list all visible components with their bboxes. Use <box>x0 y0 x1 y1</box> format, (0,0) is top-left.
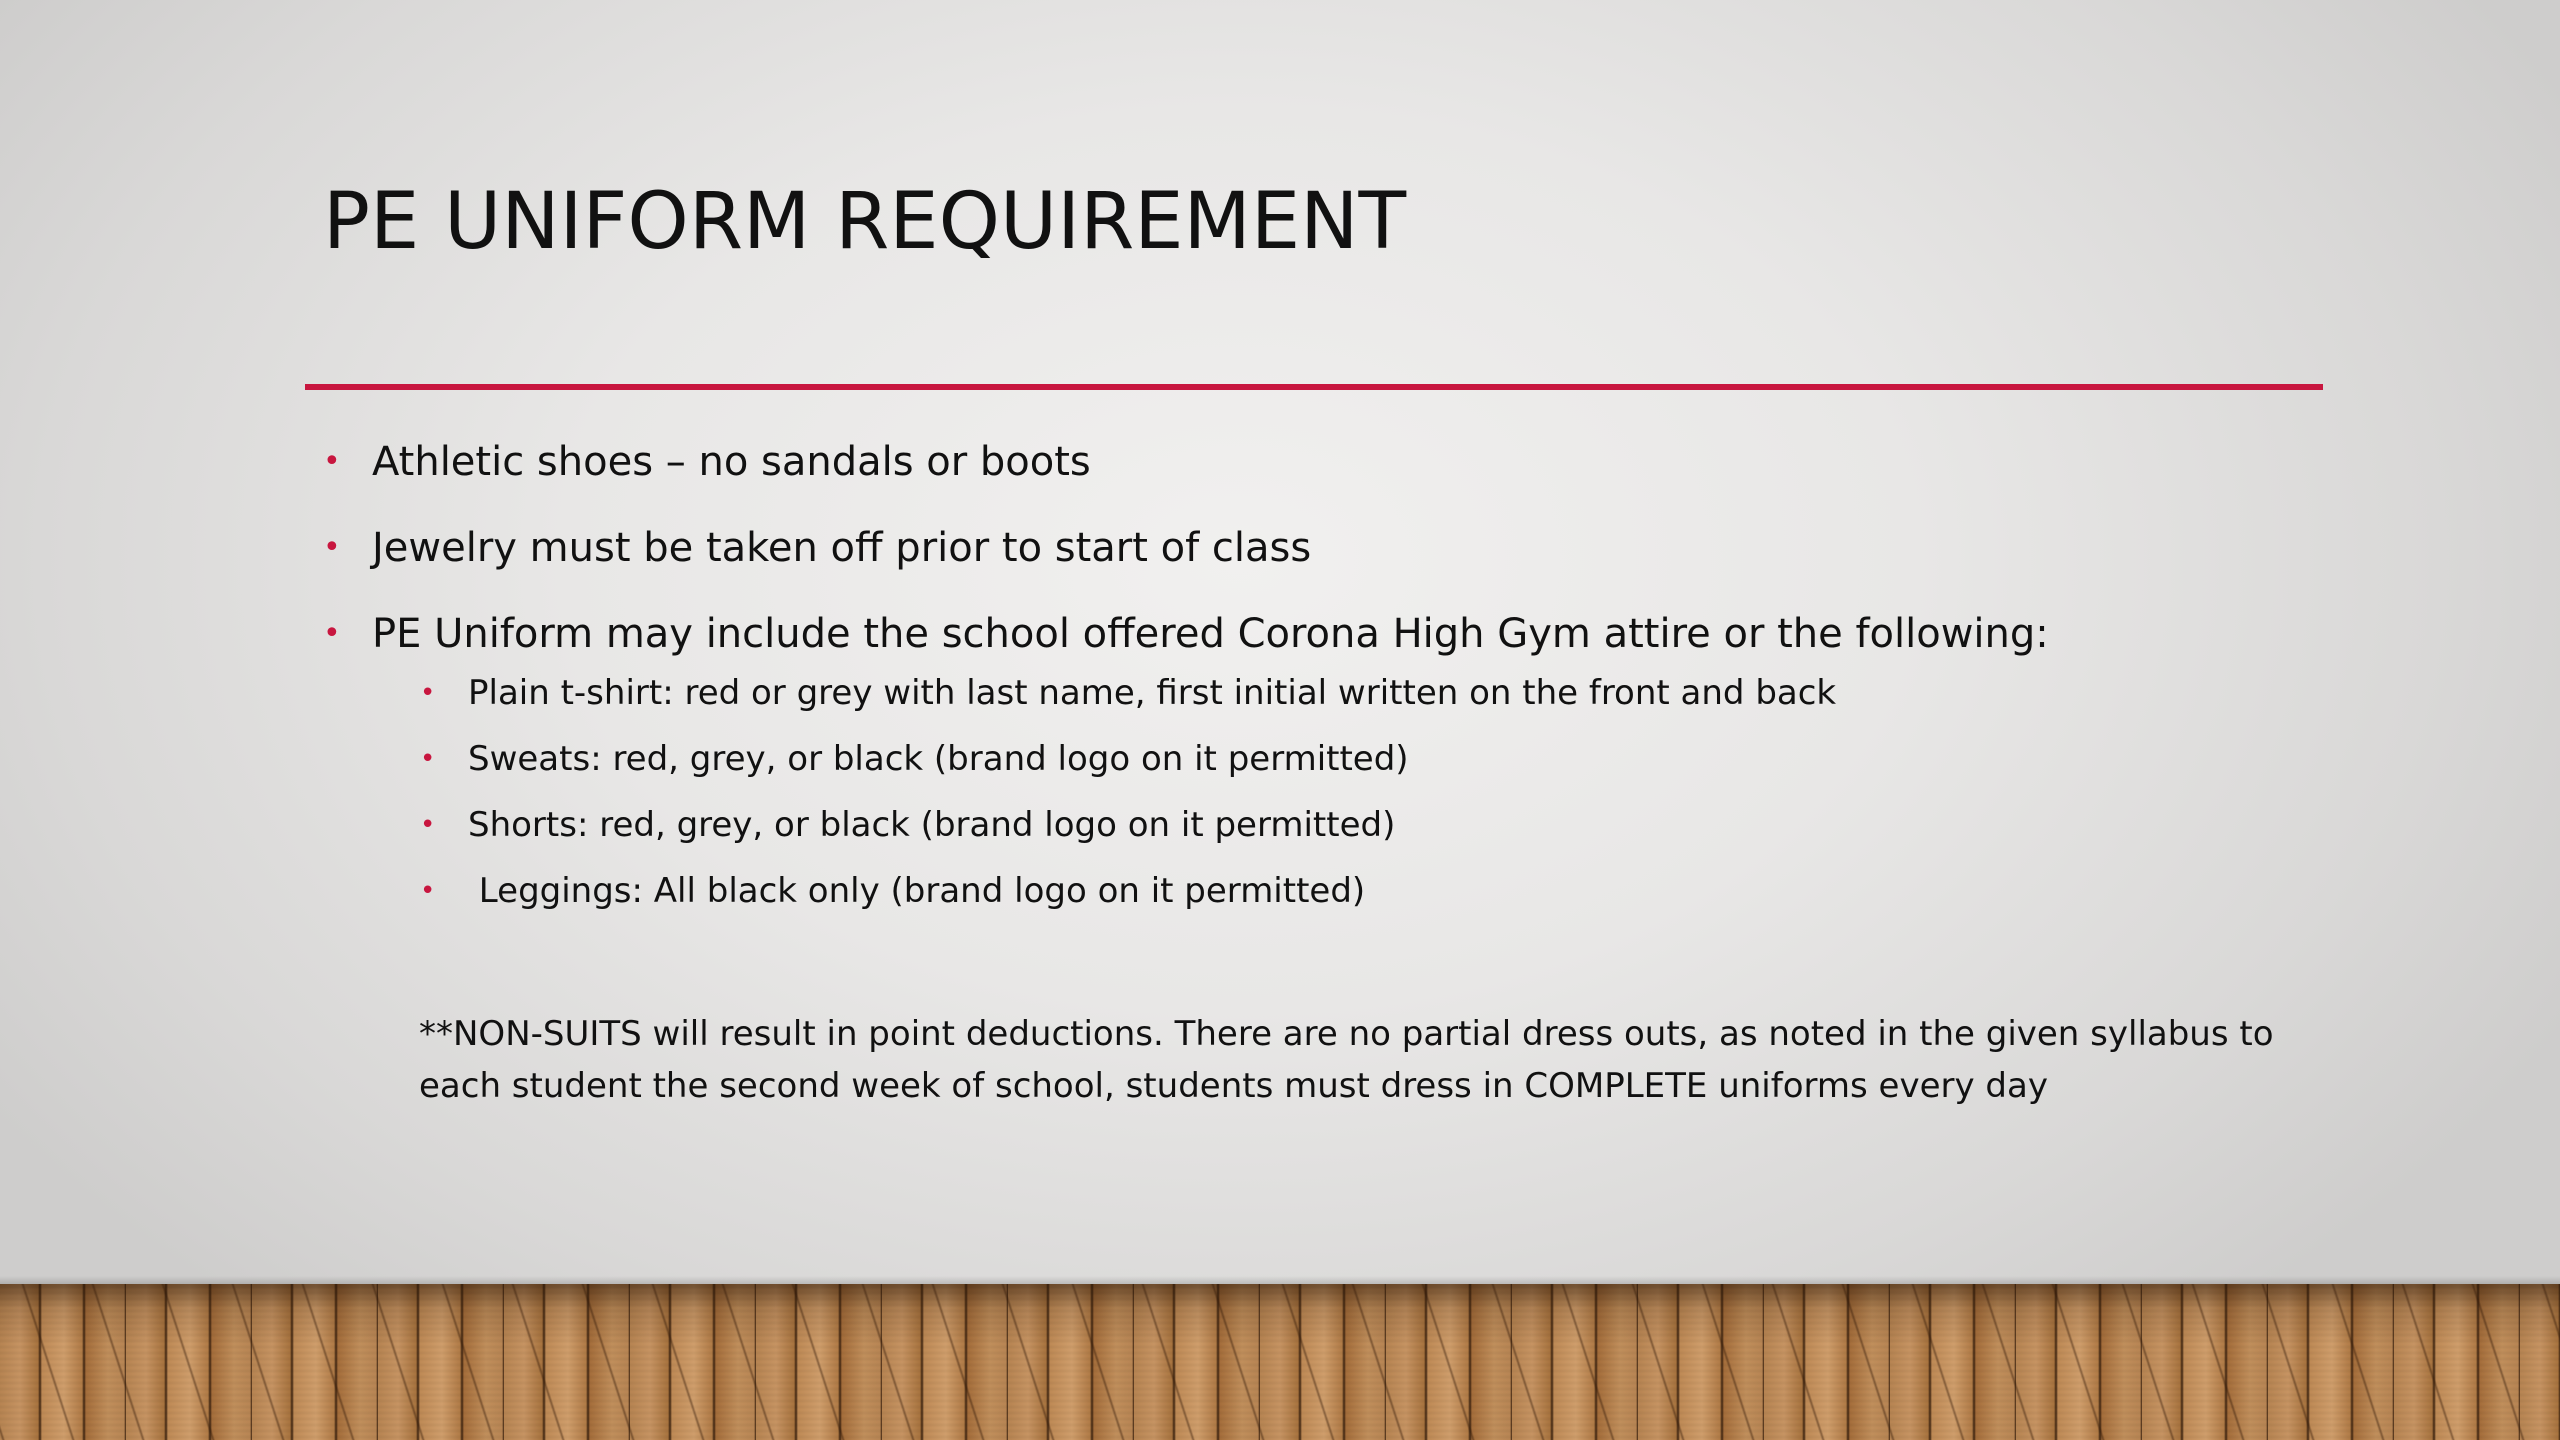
bullet-item-jewelry <box>323 516 2283 580</box>
bullet-dot-icon: • <box>323 444 341 479</box>
sub-bullet-item-tshirt <box>420 668 2283 718</box>
sub-bullet-text: Shorts: red, grey, or black (brand logo on it permitted) <box>468 805 1396 845</box>
wood-floor-image <box>0 1284 2560 1440</box>
title-underline <box>305 384 2323 390</box>
bullet-item-uniform <box>323 602 2283 916</box>
sub-bullet-list <box>420 668 2283 916</box>
bullet-item-shoes <box>323 430 2283 494</box>
bullet-text: Athletic shoes – no sandals or boots <box>372 439 1091 485</box>
slide-title: PE UNIFORM REQUIREMENT <box>323 177 1407 267</box>
wood-plank-seams <box>0 1284 2560 1440</box>
non-suit-note: **NON-SUITS will result in point deductions. There are no partial dress outs, as noted in the given syllabus to each student the second week of school, students must dress in COMPLETE uniforms every day <box>419 1014 2274 1106</box>
sub-bullet-text: Plain t-shirt: red or grey with last name, first initial written on the front and back <box>468 673 1837 713</box>
bullet-dot-icon: • <box>420 876 436 906</box>
bullet-dot-icon: • <box>323 616 341 651</box>
bullet-dot-icon: • <box>420 678 436 708</box>
slide-body <box>323 430 2283 938</box>
bullet-text: Jewelry must be taken off prior to start of class <box>372 525 1312 571</box>
bullet-text: PE Uniform may include the school offered Corona High Gym attire or the following: <box>372 611 2049 657</box>
bullet-list <box>323 430 2283 916</box>
sub-bullet-item-sweats <box>420 734 2283 784</box>
sub-bullet-item-shorts <box>420 800 2283 850</box>
sub-bullet-text: Leggings: All black only (brand logo on it permitted) <box>468 871 1366 911</box>
sub-bullet-text: Sweats: red, grey, or black (brand logo on it permitted) <box>468 739 1409 779</box>
sub-bullet-item-leggings <box>420 866 2283 916</box>
bullet-dot-icon: • <box>420 744 436 774</box>
bullet-dot-icon: • <box>323 530 341 565</box>
bullet-dot-icon: • <box>420 810 436 840</box>
